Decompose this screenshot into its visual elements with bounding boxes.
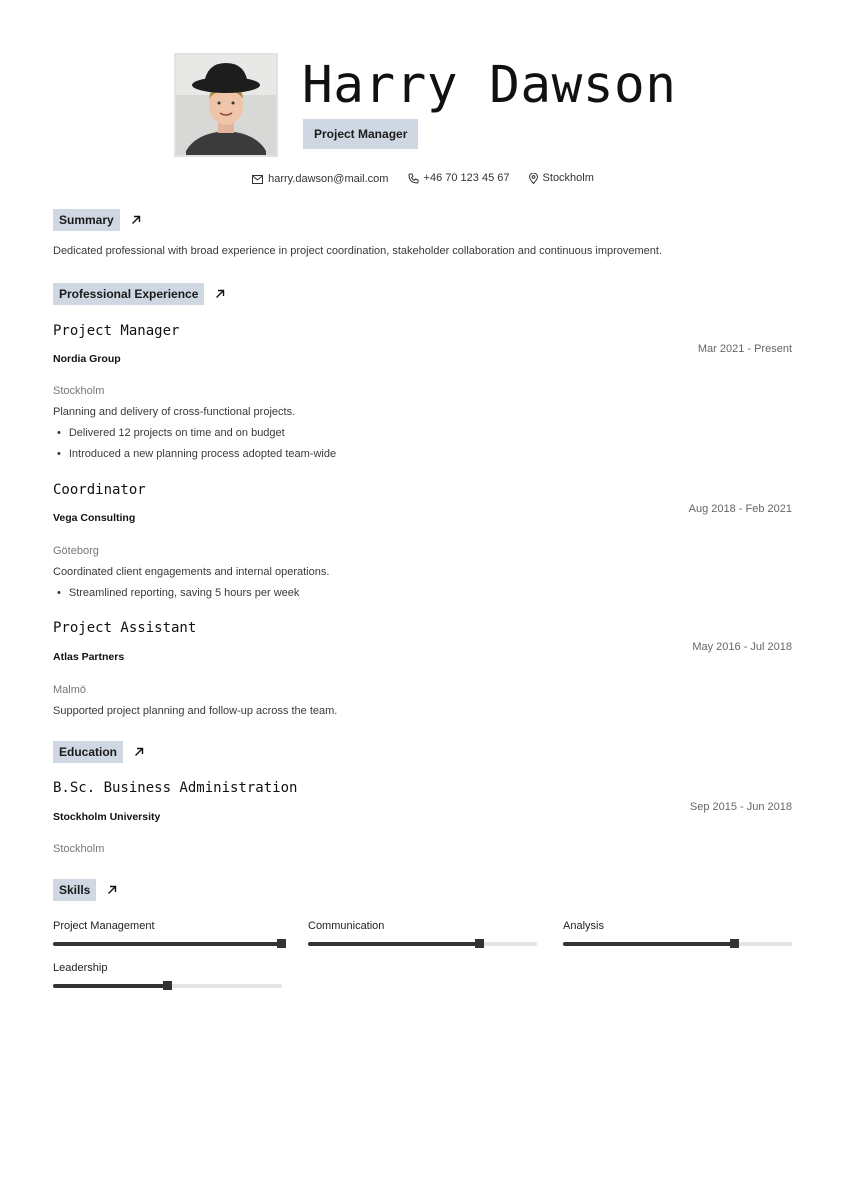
skill-name: Leadership: [53, 962, 108, 974]
skill-item: [308, 919, 537, 946]
skill-level-bar: [53, 984, 282, 988]
skill-level-bar: [53, 942, 282, 946]
section-title: Professional Experience: [53, 283, 204, 305]
job-bullet: • Streamlined reporting, saving 5 hours per week: [57, 587, 299, 599]
job-title-badge: Project Manager: [303, 119, 418, 149]
skill-level-fill: [53, 984, 168, 988]
skills-section-header: [53, 879, 118, 901]
skill-item: [53, 919, 282, 946]
skill-name: Project Management: [53, 920, 155, 932]
job-description: Planning and delivery of cross-functional projects.: [53, 406, 296, 418]
skill-level-fill: [53, 942, 282, 946]
skill-level-knob: [730, 939, 739, 948]
school-name: Stockholm University: [53, 811, 161, 823]
contact-location: [529, 172, 594, 184]
education-location: Stockholm: [53, 843, 105, 855]
experience-section-header: [53, 283, 226, 305]
job-location: Malmö: [53, 684, 87, 696]
job-dates: Aug 2018 - Feb 2021: [688, 503, 792, 515]
job-bullet: • Delivered 12 projects on time and on budget: [57, 427, 285, 439]
company-name: Nordia Group: [53, 353, 121, 365]
contact-bar: [0, 172, 846, 187]
job-dates: Mar 2021 - Present: [697, 343, 792, 355]
degree-title: B.Sc. Business Administration: [53, 780, 298, 796]
summary-section-header: [53, 209, 142, 231]
arrow-up-right-icon[interactable]: [214, 288, 226, 300]
location-pin-icon: [529, 173, 538, 184]
skill-item: [53, 961, 282, 988]
section-title: Education: [53, 741, 123, 763]
phone-text: +46 70 123 45 67: [423, 172, 510, 184]
job-title: Coordinator: [53, 482, 146, 498]
skill-name: Analysis: [563, 920, 604, 932]
job-description: Supported project planning and follow-up across the team.: [53, 705, 338, 717]
phone-icon: [408, 173, 419, 184]
skill-level-bar: [308, 942, 537, 946]
location-text: Stockholm: [542, 172, 594, 184]
skill-level-fill: [308, 942, 480, 946]
job-location: Göteborg: [53, 545, 99, 557]
candidate-name: Harry Dawson: [302, 56, 677, 115]
skill-name: Communication: [308, 920, 385, 932]
company-name: Vega Consulting: [53, 512, 136, 524]
skill-level-knob: [277, 939, 286, 948]
job-location: Stockholm: [53, 385, 105, 397]
arrow-up-right-icon[interactable]: [106, 884, 118, 896]
section-title: Summary: [53, 209, 120, 231]
job-description: Coordinated client engagements and internal operations.: [53, 566, 330, 578]
mail-icon: [252, 175, 263, 184]
summary-text: Dedicated professional with broad experience in project coordination, stakeholder collaboration and continuous improvement.: [53, 245, 663, 257]
job-bullet: • Introduced a new planning process adopted team-wide: [57, 448, 336, 460]
contact-email[interactable]: [252, 173, 388, 185]
skill-item: [563, 919, 792, 946]
job-title: Project Manager: [53, 323, 180, 339]
job-dates: May 2016 - Jul 2018: [692, 641, 792, 653]
education-dates: Sep 2015 - Jun 2018: [689, 801, 792, 813]
skill-level-fill: [563, 942, 735, 946]
contact-phone[interactable]: [408, 172, 510, 184]
profile-photo: [174, 53, 278, 157]
skill-level-bar: [563, 942, 792, 946]
section-title: Skills: [53, 879, 96, 901]
skill-level-knob: [163, 981, 172, 990]
company-name: Atlas Partners: [53, 651, 125, 663]
education-section-header: [53, 741, 145, 763]
arrow-up-right-icon[interactable]: [133, 746, 145, 758]
skill-level-knob: [475, 939, 484, 948]
job-title: Project Assistant: [53, 620, 197, 636]
email-text: harry.dawson@mail.com: [268, 173, 389, 185]
arrow-up-right-icon[interactable]: [130, 214, 142, 226]
